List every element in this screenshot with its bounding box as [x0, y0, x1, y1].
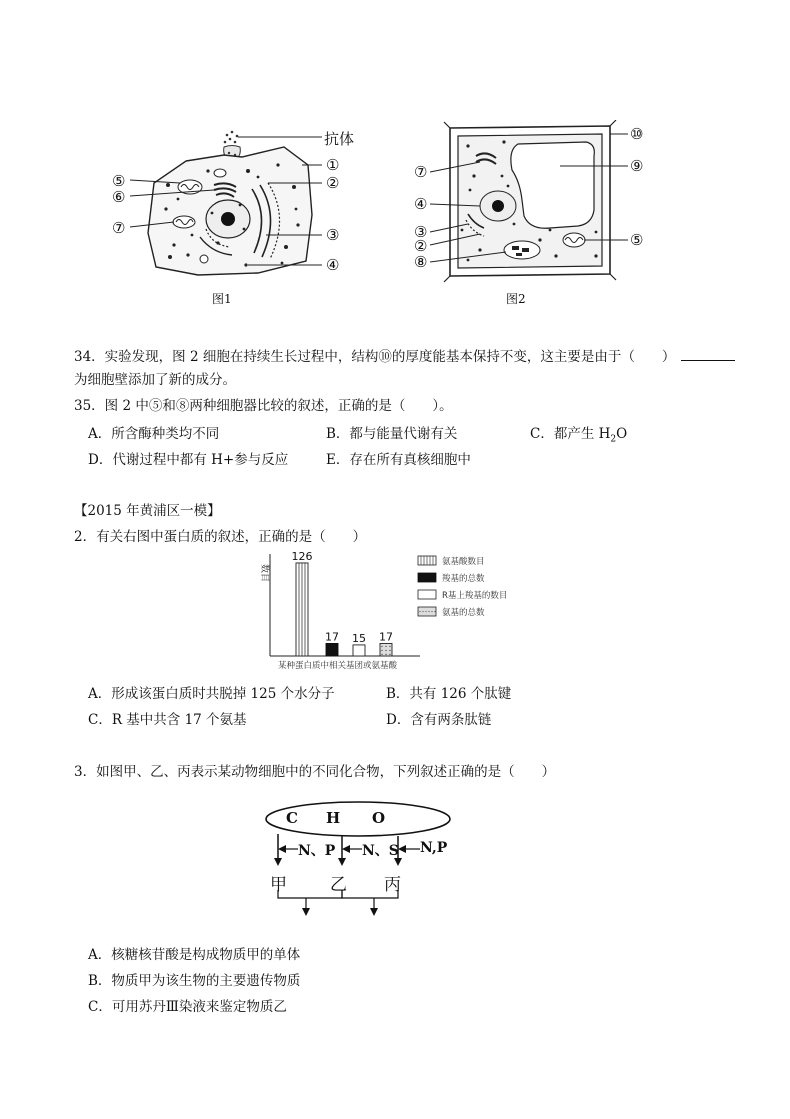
legend-label-2: 羧基的总数 — [442, 574, 485, 584]
question-34-text: 34．实验发现，图 2 细胞在持续生长过程中，结构⑩的厚度能基本保持不变，这主要是由于（ ） — [74, 349, 676, 365]
compound-diagram — [262, 800, 458, 920]
fig2-marker-2: ② — [414, 237, 428, 255]
bar-dots — [389, 654, 390, 655]
question-35: 35．图 2 中⑤和⑧两种细胞器比较的叙述，正确的是（ ）。 — [74, 398, 453, 414]
bar-value-label-2: 17 — [325, 630, 339, 644]
fig1-marker-2: ② — [326, 174, 340, 192]
legend-label-4: 氨基的总数 — [442, 608, 485, 618]
bar-value-label-4: 17 — [379, 630, 393, 644]
figure-2-cell-diagram — [410, 120, 672, 285]
fig1-marker-4: ④ — [326, 256, 340, 274]
legend-dots — [425, 611, 426, 612]
q2-option-b[interactable]: B．共有 126 个肽键 — [386, 686, 512, 702]
legend-swatch-2 — [418, 573, 436, 582]
legend-dots — [422, 611, 423, 612]
bar-dots — [385, 646, 386, 647]
q2-option-c[interactable]: C．R 基中共含 17 个氨基 — [88, 712, 247, 728]
figure-1 — [108, 125, 370, 285]
protein-bar-chart — [250, 550, 540, 675]
bar-chart-svg — [250, 550, 540, 675]
legend-dots — [428, 611, 429, 612]
q3-option-b[interactable]: B．物质甲为该生物的主要遗传物质 — [88, 973, 301, 989]
compound-bing: 丙 — [384, 875, 401, 895]
q35-option-c-sub: 2 — [610, 434, 617, 445]
legend-dots — [434, 611, 435, 612]
legend-dots — [419, 611, 420, 612]
fig2-marker-9: ⑨ — [630, 157, 644, 175]
fig2-marker-4: ④ — [414, 195, 428, 213]
figure-2 — [410, 120, 672, 285]
bar-dots — [389, 650, 390, 651]
fig2-marker-8: ⑧ — [414, 253, 428, 271]
bar-dots — [385, 654, 386, 655]
figure-2-caption: 图2 — [506, 292, 526, 306]
fig1-marker-7: ⑦ — [112, 219, 126, 237]
q3-option-a[interactable]: A．核糖核苷酸是构成物质甲的单体 — [88, 947, 301, 963]
q35-option-c-text: C．都产生 H — [530, 426, 611, 442]
label-n-s: N、S — [362, 843, 399, 859]
antibody-label: 抗体 — [324, 130, 355, 148]
fig2-marker-10: ⑩ — [630, 125, 644, 143]
q2-option-a[interactable]: A．形成该蛋白质时共脱掉 125 个水分子 — [88, 686, 335, 702]
fig2-marker-5: ⑤ — [630, 231, 644, 249]
bar-dots — [385, 650, 386, 651]
question-3: 3．如图甲、乙、丙表示某动物细胞中的不同化合物，下列叙述正确的是（ ） — [74, 764, 556, 780]
fig1-marker-6: ⑥ — [112, 188, 126, 206]
q3-option-c[interactable]: C．可用苏丹Ⅲ染液来鉴定物质乙 — [88, 999, 287, 1015]
legend-swatch-4 — [418, 607, 436, 616]
label-n-p: N、P — [298, 843, 336, 859]
q35-option-a[interactable]: A．所含酶种类均不同 — [88, 426, 220, 442]
legend-swatch-3 — [418, 590, 436, 599]
fig1-marker-3: ③ — [326, 226, 340, 244]
fig1-marker-5: ⑤ — [112, 172, 126, 190]
compound-jia: 甲 — [270, 875, 287, 895]
bar-dots — [381, 650, 382, 651]
element-h: H — [326, 809, 341, 827]
q35-option-c[interactable] — [530, 424, 627, 450]
bar-dots — [389, 646, 390, 647]
bar-value-label-3: 15 — [352, 631, 366, 645]
y-axis-label: 数目 — [259, 564, 269, 583]
q35-option-b[interactable]: B．都与能量代谢有关 — [326, 426, 458, 442]
bar-2 — [326, 643, 338, 656]
q35-option-c-end: O — [616, 426, 628, 442]
section-heading: 【2015 年黄浦区一模】 — [74, 503, 221, 519]
x-axis-label: 某种蛋白质中相关基团或氨基酸 — [278, 661, 398, 671]
element-o: O — [372, 809, 386, 827]
question-34 — [74, 346, 735, 367]
fig1-marker-1: ① — [326, 156, 340, 174]
figure-1-caption: 图1 — [212, 292, 232, 306]
fig2-marker-7: ⑦ — [414, 163, 428, 181]
label-n-p-2: N,P — [420, 840, 448, 856]
question-34-continued: 为细胞壁添加了新的成分。 — [74, 372, 236, 388]
bar-3 — [353, 645, 365, 656]
question-2: 2．有关右图中蛋白质的叙述，正确的是（ ） — [74, 529, 367, 545]
fig2-marker-3: ③ — [414, 223, 428, 241]
bar-dots — [381, 654, 382, 655]
q35-option-e[interactable]: E．存在所有真核细胞中 — [326, 452, 471, 468]
element-c: C — [286, 809, 298, 827]
compound-yi: 乙 — [330, 875, 347, 895]
answer-blank[interactable] — [681, 346, 735, 361]
legend-label-1: 氨基酸数目 — [442, 557, 485, 567]
bar-dots — [381, 646, 382, 647]
legend-dots — [431, 611, 432, 612]
q35-option-d[interactable]: D．代谢过程中都有 H+参与反应 — [88, 452, 289, 468]
q2-option-d[interactable]: D．含有两条肽链 — [386, 712, 492, 728]
legend-label-3: R基上羧基的数目 — [442, 591, 508, 601]
bar-value-label-1: 126 — [291, 550, 313, 563]
